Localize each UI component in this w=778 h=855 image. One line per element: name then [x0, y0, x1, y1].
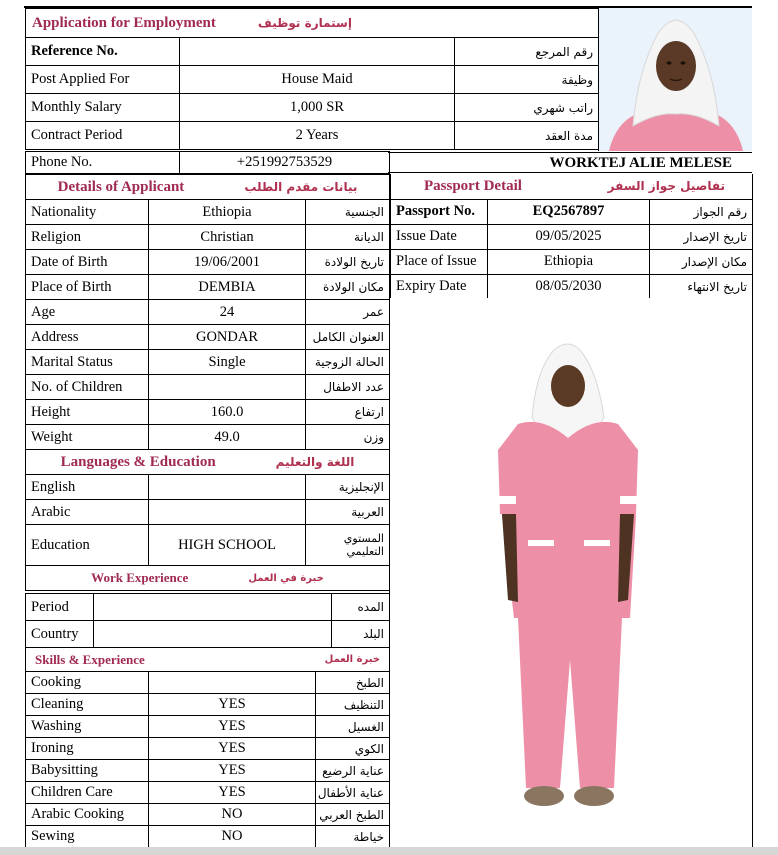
applicant-label-ar: الحالة الزوجية [306, 350, 390, 375]
work-row [26, 621, 390, 648]
skill-label: Arabic Cooking [26, 804, 149, 826]
form-title-row [26, 9, 599, 38]
applicant-label: Age [26, 300, 149, 325]
applicant-label-ar: عمر [306, 300, 390, 325]
skill-value: YES [149, 760, 316, 782]
applicant-value [149, 375, 306, 400]
skill-label: Washing [26, 716, 149, 738]
phone-value: +251992753529 [180, 152, 390, 174]
skill-label: Cleaning [26, 694, 149, 716]
language-label-ar: الإنجليزية [306, 475, 390, 500]
skill-label-ar: عناية الرضيع [316, 760, 390, 782]
passport-title-ar: تفاصيل جواز السفر [607, 179, 726, 194]
applicant-label: Address [26, 325, 149, 350]
applicant-value: 49.0 [149, 425, 306, 450]
language-value [149, 500, 306, 525]
applicant-row [26, 300, 390, 325]
languages-header [26, 450, 390, 475]
skill-value [149, 672, 316, 694]
job-value: 1,000 SR [180, 94, 455, 122]
passport-value: EQ2567897 [488, 199, 650, 224]
skills-header [26, 648, 390, 672]
passport-label-ar: تاريخ الانتهاء [650, 274, 753, 299]
skill-label-ar: الكوي [316, 738, 390, 760]
applicant-label: Marital Status [26, 350, 149, 375]
applicant-value: DEMBIA [149, 275, 306, 300]
phone-label: Phone No. [26, 152, 180, 174]
skill-label: Sewing [26, 826, 149, 848]
skill-label-ar: عناية الأطفال [316, 782, 390, 804]
applicant-label-ar: الجنسية [306, 200, 390, 225]
skill-row [26, 782, 390, 804]
job-value [180, 38, 455, 66]
skill-label: Cooking [26, 672, 149, 694]
applicant-label: Religion [26, 225, 149, 250]
form-title-en: Application for Employment [32, 14, 216, 31]
skill-row [26, 672, 390, 694]
job-label-ar: وظيفة [455, 66, 599, 94]
applicant-portrait [598, 8, 752, 151]
work-value [94, 621, 332, 648]
applicant-row [26, 400, 390, 425]
job-label: Monthly Salary [26, 94, 180, 122]
job-value: 2 Years [180, 122, 455, 150]
applicant-label: Weight [26, 425, 149, 450]
skill-value: NO [149, 826, 316, 848]
work-title-en: Work Experience [91, 570, 189, 585]
skill-label-ar: الطبخ العربي [316, 804, 390, 826]
passport-row [391, 199, 753, 224]
applicant-row [26, 275, 390, 300]
passport-title-en: Passport Detail [424, 177, 522, 194]
applicant-value: Christian [149, 225, 306, 250]
applicant-value: 19/06/2001 [149, 250, 306, 275]
applicant-label-ar: ارتفاع [306, 400, 390, 425]
skill-label-ar: خياطة [316, 826, 390, 848]
skill-label: Ironing [26, 738, 149, 760]
language-label-ar: العربية [306, 500, 390, 525]
skill-label: Children Care [26, 782, 149, 804]
skill-value: YES [149, 694, 316, 716]
applicant-label: Date of Birth [26, 250, 149, 275]
work-label: Country [26, 621, 94, 648]
applicant-label-ar: العنوان الكامل [306, 325, 390, 350]
passport-label-ar: رقم الجواز [650, 199, 753, 224]
applicant-label-ar: مكان الولادة [306, 275, 390, 300]
passport-label: Place of Issue [391, 249, 488, 274]
full-body-photo [390, 300, 752, 848]
language-value [149, 475, 306, 500]
passport-value: Ethiopia [488, 249, 650, 274]
job-label-ar: مدة العقد [455, 122, 599, 150]
applicant-label: Place of Birth [26, 275, 149, 300]
work-value [94, 594, 332, 621]
skill-label-ar: الغسيل [316, 716, 390, 738]
passport-value: 08/05/2030 [488, 274, 650, 299]
phone-table [25, 151, 390, 174]
applicant-row [26, 425, 390, 450]
applicant-row [26, 375, 390, 400]
job-label-ar: رقم المرجع [455, 38, 599, 66]
job-row [26, 122, 599, 150]
form-title-ar: إستمارة توظيف [257, 16, 352, 30]
applicant-row [26, 325, 390, 350]
applicant-row [26, 250, 390, 275]
top-border [24, 0, 752, 8]
applicant-value: Ethiopia [149, 200, 306, 225]
applicant-header [26, 175, 390, 200]
applicant-label-ar: الديانة [306, 225, 390, 250]
applicant-table [25, 174, 390, 591]
work-label: Period [26, 594, 94, 621]
work-label-ar: المده [332, 594, 390, 621]
skill-row [26, 760, 390, 782]
education-label-ar: المستوي التعليمي [306, 525, 390, 566]
passport-label: Expiry Date [391, 274, 488, 299]
applicant-label: Nationality [26, 200, 149, 225]
language-label: Arabic [26, 500, 149, 525]
applicant-label: Height [26, 400, 149, 425]
languages-title-en: Languages & Education [60, 453, 216, 470]
job-table [25, 8, 599, 150]
applicant-value: 24 [149, 300, 306, 325]
language-row [26, 500, 390, 525]
passport-row [391, 224, 753, 249]
work-table [25, 593, 390, 648]
skill-value: YES [149, 782, 316, 804]
work-label-ar: البلد [332, 621, 390, 648]
job-label-ar: راتب شهري [455, 94, 599, 122]
applicant-label: No. of Children [26, 375, 149, 400]
skill-row [26, 738, 390, 760]
job-row [26, 66, 599, 94]
applicant-row [26, 225, 390, 250]
candidate-name: WORKTEJ ALIE MELESE [388, 152, 752, 173]
skill-label-ar: الطبخ [316, 672, 390, 694]
applicant-row [26, 200, 390, 225]
skill-label: Babysitting [26, 760, 149, 782]
job-value: House Maid [180, 66, 455, 94]
applicant-row [26, 350, 390, 375]
applicant-label-ar: عدد الاطفال [306, 375, 390, 400]
applicant-value: 160.0 [149, 400, 306, 425]
passport-table [390, 174, 753, 300]
work-title-ar: خبرة في العمل [248, 572, 324, 584]
job-row [26, 94, 599, 122]
skill-value: YES [149, 738, 316, 760]
skill-row [26, 826, 390, 848]
applicant-label-ar: وزن [306, 425, 390, 450]
skill-value: YES [149, 716, 316, 738]
passport-value: 09/05/2025 [488, 224, 650, 249]
skill-row [26, 804, 390, 826]
skills-table [25, 647, 390, 848]
passport-label-ar: تاريخ الإصدار [650, 224, 753, 249]
passport-label: Passport No. [391, 199, 488, 224]
job-label: Post Applied For [26, 66, 180, 94]
education-value: HIGH SCHOOL [149, 525, 306, 566]
language-label: English [26, 475, 149, 500]
languages-title-ar: اللغة والتعليم [275, 455, 355, 469]
applicant-label-ar: تاريخ الولادة [306, 250, 390, 275]
passport-row [391, 274, 753, 299]
passport-label: Issue Date [391, 224, 488, 249]
job-label: Contract Period [26, 122, 180, 150]
bottom-scroll-bar [0, 847, 778, 855]
job-row [26, 38, 599, 66]
education-label: Education [26, 525, 149, 566]
language-row [26, 475, 390, 500]
applicant-value: GONDAR [149, 325, 306, 350]
work-row [26, 594, 390, 621]
passport-header [391, 174, 753, 199]
passport-label-ar: مكان الإصدار [650, 249, 753, 274]
applicant-title-en: Details of Applicant [57, 178, 185, 195]
language-row [26, 525, 390, 566]
skill-label-ar: التنظيف [316, 694, 390, 716]
applicant-title-ar: بيانات مقدم الطلب [244, 180, 358, 194]
passport-row [391, 249, 753, 274]
applicant-value: Single [149, 350, 306, 375]
skill-value: NO [149, 804, 316, 826]
skills-title-en: Skills & Experience [35, 651, 145, 667]
skill-row [26, 694, 390, 716]
skill-row [26, 716, 390, 738]
work-header [26, 566, 390, 591]
skills-title-ar: خبرة العمل [324, 654, 381, 665]
job-label: Reference No. [26, 38, 180, 66]
